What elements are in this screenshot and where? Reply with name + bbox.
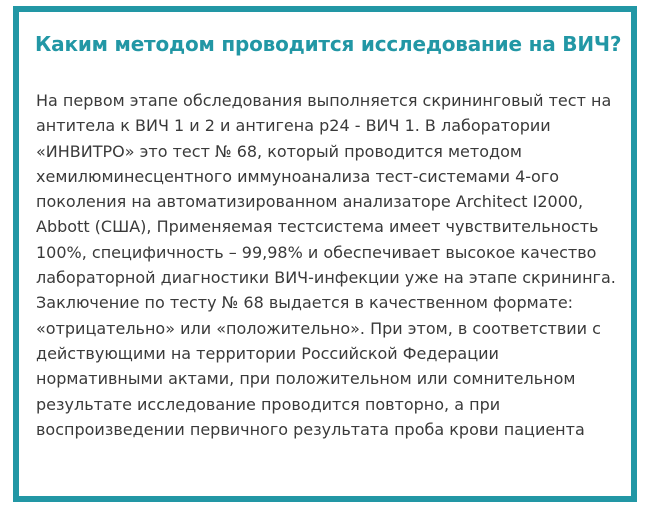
answer-line: действующими на территории Российской Федерации bbox=[36, 343, 499, 363]
faq-question-title: Каким методом проводится исследование на ВИЧ? bbox=[35, 32, 622, 56]
answer-line: хемилюминесцентного иммуноанализа тест-системами 4-ого bbox=[36, 166, 560, 186]
faq-answer-text bbox=[36, 88, 626, 442]
answer-line: лабораторной диагностики ВИЧ-инфекции уже на этапе скрининга. bbox=[36, 268, 616, 288]
answer-line: результате исследование проводится повторно, а при bbox=[36, 394, 501, 414]
answer-line: антитела к ВИЧ 1 и 2 и антигена р24 - ВИЧ 1. В лаборатории bbox=[36, 116, 551, 136]
answer-line: воспроизведении первичного результата проба крови пациента bbox=[36, 419, 585, 439]
answer-line: Заключение по тесту № 68 выдается в качественном формате: bbox=[36, 293, 574, 313]
answer-line: нормативными актами, при положительном или сомнительном bbox=[36, 369, 576, 389]
answer-line: «ИНВИТРО» это тест № 68, который проводится методом bbox=[36, 141, 522, 161]
answer-line: Abbott (США), Применяемая тестсистема имеет чувствительность bbox=[36, 217, 599, 237]
answer-line: На первом этапе обследования выполняется скрининговый тест на bbox=[36, 91, 612, 110]
answer-line: поколения на автоматизированном анализаторе Architect I2000, bbox=[36, 192, 584, 212]
faq-card bbox=[13, 6, 637, 502]
answer-line: «отрицательно» или «положительно». При этом, в соответствии с bbox=[36, 318, 601, 338]
answer-line: 100%, специфичность – 99,98% и обеспечивает высокое качество bbox=[36, 242, 597, 262]
